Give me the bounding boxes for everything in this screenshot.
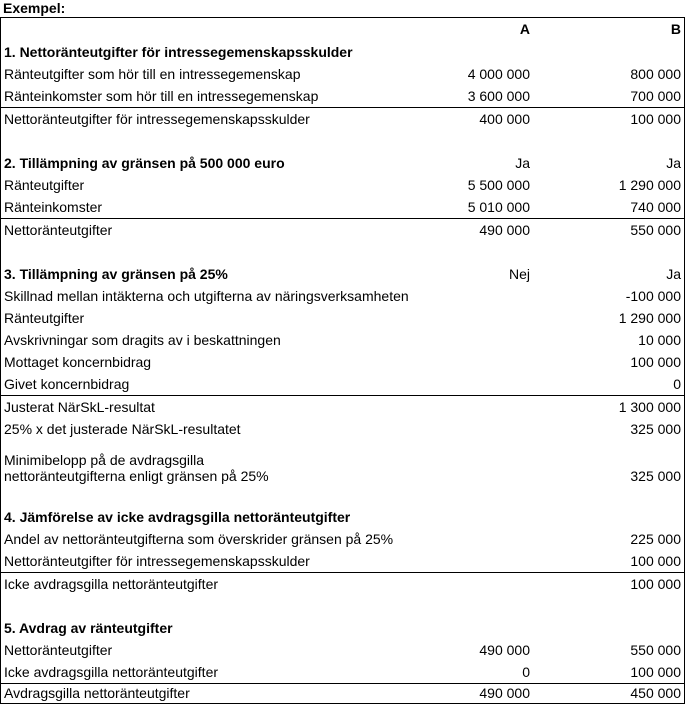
section-title: 1. Nettoränteutgifter för intressegemenskapsskulder: [4, 44, 353, 60]
row-label: Nettoränteutgifter: [4, 222, 113, 238]
column-b-header: B: [670, 21, 681, 37]
col-a-value: Ja: [515, 155, 530, 171]
row-label: Nettoränteutgifter för intressegemenskapsskulder: [4, 111, 310, 127]
section-title: 3. Tillämpning av gränsen på 25%: [4, 266, 228, 282]
row-label: Justerat NärSkL-resultat: [4, 399, 155, 415]
table-row: [1, 351, 684, 373]
table-row: [1, 418, 684, 440]
col-b-value: 325 000: [630, 421, 681, 437]
col-b-value: 800 000: [630, 66, 681, 82]
row-label: Ränteutgifter: [4, 177, 85, 193]
col-b-value: [530, 41, 684, 63]
col-b-value: Ja: [666, 155, 681, 171]
table-row: [1, 218, 684, 241]
row-label: Ränteinkomster som hör till en intressegemenskap: [4, 88, 319, 104]
row-label: Ränteutgifter: [4, 310, 85, 326]
table-row: [1, 572, 684, 595]
column-a-header: A: [519, 21, 530, 37]
col-a-value: 490 000: [479, 685, 530, 701]
table-row: [1, 329, 684, 351]
col-b-value: 100 000: [630, 553, 681, 569]
table-row: [1, 85, 684, 107]
spacer-row: [1, 241, 684, 263]
col-b-value: 325 000: [630, 468, 681, 484]
col-b-value: [530, 506, 684, 528]
row-label: Avskrivningar som dragits av i beskattningen: [4, 332, 281, 348]
table-row: [1, 661, 684, 683]
col-b-value: -100 000: [625, 288, 681, 304]
row-label: Icke avdragsgilla nettoränteutgifter: [4, 664, 219, 680]
row-label: Ränteutgifter som hör till en intressegemenskap: [4, 66, 301, 82]
col-a-value: 4 000 000: [467, 66, 530, 82]
table-row: [1, 373, 684, 395]
col-a-value: [418, 41, 530, 63]
col-b-value: 10 000: [638, 332, 681, 348]
section-header-row: [1, 41, 684, 63]
col-a-value: Nej: [508, 266, 530, 282]
col-a-value: [418, 506, 530, 528]
table-row: [1, 639, 684, 661]
col-b-value: 450 000: [630, 685, 681, 701]
col-a-value: 400 000: [479, 111, 530, 127]
col-a-value: [418, 418, 530, 440]
row-label: Avdragsgilla nettoränteutgifter: [4, 685, 190, 701]
column-header-row: [1, 18, 684, 41]
col-a-value: 490 000: [479, 642, 530, 658]
row-label: Icke avdragsgilla nettoränteutgifter: [4, 576, 219, 592]
section-header-row: [1, 152, 684, 174]
col-a-value: [418, 573, 530, 595]
col-a-value: 3 600 000: [467, 88, 530, 104]
table-row: [1, 395, 684, 418]
section-title: 4. Jämförelse av icke avdragsgilla nettoränteutgifter: [4, 509, 351, 525]
table-row: [1, 307, 684, 329]
page-title: Exempel:: [3, 0, 66, 16]
table-row: [1, 196, 684, 218]
spacer-row: [1, 595, 684, 617]
section-header-row: [1, 263, 684, 285]
col-b-value: 100 000: [630, 354, 681, 370]
col-a-value: [418, 329, 530, 351]
table-row: [1, 63, 684, 85]
col-a-value: [418, 307, 530, 329]
section-header-row: [1, 506, 684, 528]
col-a-value: 5 500 000: [467, 177, 530, 193]
example-table: [0, 17, 685, 704]
col-b-value: 550 000: [630, 642, 681, 658]
row-label: Skillnad mellan intäkterna och utgifterna av näringsverksamheten: [4, 288, 409, 304]
col-b-value: 550 000: [630, 222, 681, 238]
col-a-value: [418, 285, 530, 307]
row-label: [1, 18, 418, 41]
col-b-value: 1 290 000: [618, 310, 681, 326]
row-label: Andel av nettoränteutgifterna som överskrider gränsen på 25%: [4, 531, 394, 547]
row-label: Nettoränteutgifter för intressegemenskapsskulder: [4, 553, 310, 569]
row-label: nettoränteutgifterna enligt gränsen på 25%: [4, 468, 269, 484]
col-a-value: 490 000: [479, 222, 530, 238]
table-row: [1, 107, 684, 130]
row-label: Mottaget koncernbidrag: [4, 354, 152, 370]
spacer-row: [1, 484, 684, 506]
col-b-value: 1 290 000: [618, 177, 681, 193]
col-a-value: [418, 528, 530, 550]
section-header-row: [1, 617, 684, 639]
table-row: [1, 174, 684, 196]
spacer-row: [1, 130, 684, 152]
col-a-value: [418, 468, 530, 484]
col-a-value: [418, 550, 530, 572]
col-b-value: 100 000: [630, 111, 681, 127]
col-a-value: 0: [522, 664, 530, 680]
col-a-value: [418, 617, 530, 639]
row-label: 25% x det justerade NärSkL-resultatet: [4, 421, 241, 437]
row-label: Minimibelopp på de avdragsgilla: [4, 452, 205, 468]
col-b-value: 1 300 000: [618, 399, 681, 415]
col-b-value: 740 000: [630, 199, 681, 215]
col-b-value: 225 000: [630, 531, 681, 547]
table-row: [1, 528, 684, 550]
col-a-value: [418, 396, 530, 418]
row-label: Ränteinkomster: [4, 199, 103, 215]
table-row: [1, 285, 684, 307]
col-a-value: [418, 351, 530, 373]
col-b-value: [530, 617, 684, 639]
table-row: [1, 468, 684, 484]
row-label: Nettoränteutgifter: [4, 642, 113, 658]
section-title: 2. Tillämpning av gränsen på 500 000 euro: [4, 155, 285, 171]
section-title: 5. Avdrag av ränteutgifter: [4, 620, 173, 636]
col-b-value: Ja: [666, 266, 681, 282]
table-row: [1, 440, 684, 468]
col-a-value: 5 010 000: [467, 199, 530, 215]
table-row: [1, 683, 684, 703]
col-b-value: 700 000: [630, 88, 681, 104]
col-b-value: 100 000: [630, 576, 681, 592]
col-a-value: [418, 373, 530, 395]
table-row: [1, 550, 684, 572]
row-label: Givet koncernbidrag: [4, 376, 130, 392]
col-b-value: 0: [673, 376, 681, 392]
col-b-value: 100 000: [630, 664, 681, 680]
